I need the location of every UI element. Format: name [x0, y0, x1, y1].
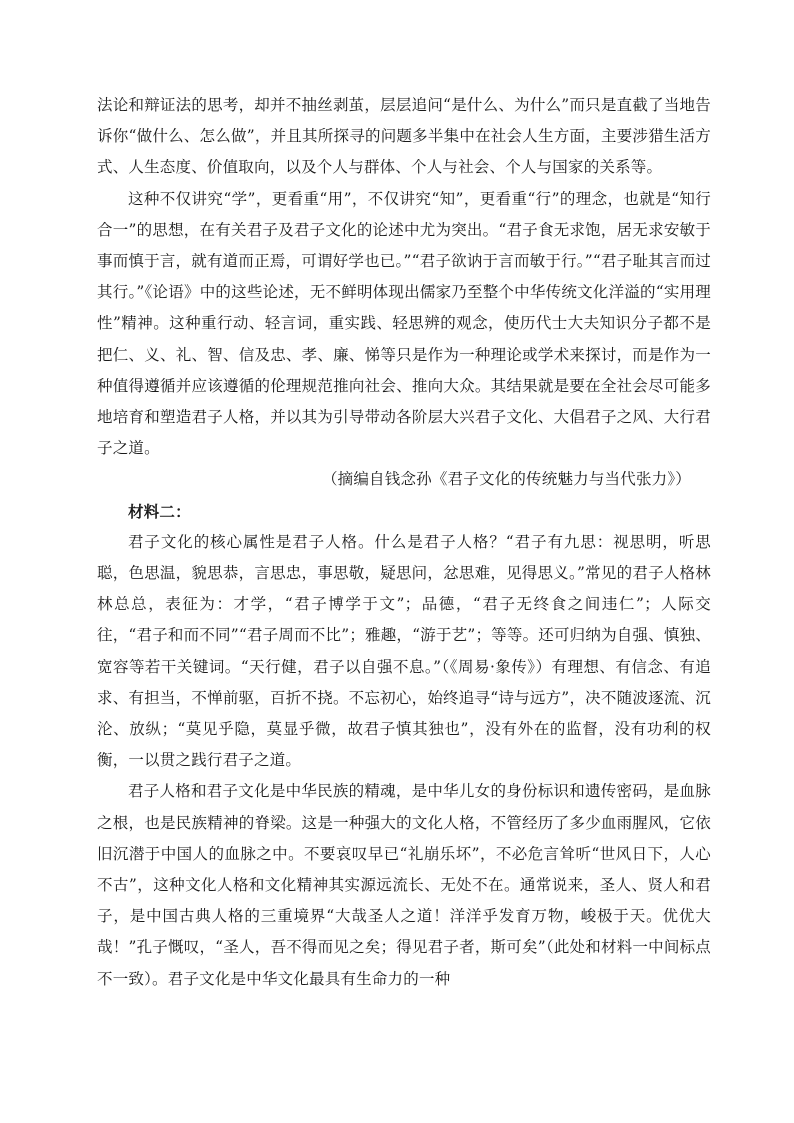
section-heading-material-two: 材料二：	[128, 501, 191, 521]
paragraph-zhixing-heyi: 这种不仅讲究“学”，更看重“用”，不仅讲究“知”，更看重“行”的理念，也就是“知行合一”的思想，在有关君子及君子文化的论述中尤为突出。“君子食无求饱，居无求安敏于事而慎于言，就有道而正焉，可谓好学也已。”“君子欲讷于言而敏于行。”“君子耻其言而过其行。”《论语》中的这些论述，无不鲜明体现出儒家乃至整个中华传统文化洋溢的“实用理性”精神。这种重行动、轻言词，重实践、轻思辨的观念，使历代士大夫知识分子都不是把仁、义、礼、智、信及忠、孝、廉、悌等只是作为一种理论或学术来探讨，而是作为一种值得遵循并应该遵循的伦理规范推向社会、推向大众。其结果就是要在全社会尽可能多地培育和塑造君子人格，并以其为引导带动各阶层大兴君子文化、大倡君子之风、大行君子之道。	[97, 189, 711, 458]
paragraph-continued: 法论和辩证法的思考，却并不抽丝剥茧，层层追问“是什么、为什么”而只是直截了当地告诉你“做什么、怎么做”，并且其所探寻的问题多半集中在社会人生方面，主要涉猎生活方式、人生态度、价值取向，以及个人与群体、个人与社会、个人与国家的关系等。	[97, 96, 711, 177]
document-page	[97, 90, 711, 995]
paragraph-junzi-renge: 君子文化的核心属性是君子人格。什么是君子人格？“君子有九思：视思明，听思聪，色思温，貌思恭，言思忠，事思敬，疑思问，忿思难，见得思义。”常见的君子人格林林总总，表征为：才学，“君子博学于文”；品德，“君子无终食之间违仁”；人际交往，“君子和而不同”“君子周而不比”；雅趣，“游于艺”；等等。还可归纳为自强、慎独、宽容等若干关键词。“天行健，君子以自强不息。”（《周易·象传》）有理想、有信念、有追求、有担当，不惮前驱，百折不挠。不忘初心，始终追寻“诗与远方”，决不随波逐流、沉沦、放纵；“莫见乎隐，莫显乎微，故君子慎其独也”，没有外在的监督，没有功利的权衡，一以贯之践行君子之道。	[97, 532, 711, 770]
source-citation: （摘编自钱念孙《君子文化的传统魅力与当代张力》）	[321, 470, 691, 489]
paragraph-minzu-jinghun: 君子人格和君子文化是中华民族的精魂，是中华儿女的身份标识和遗传密码，是血脉之根，也是民族精神的脊梁。这是一种强大的文化人格，不管经历了多少血雨腥风，它依旧沉潜于中国人的血脉之中。不要哀叹早已“礼崩乐坏”，不必危言耸听“世风日下，人心不古”，这种文化人格和文化精神其实源远流长、无处不在。通常说来，圣人、贤人和君子，是中国古典人格的三重境界“大哉圣人之道！洋洋乎发育万物，峻极于天。优优大哉！”孔子慨叹，“圣人，吾不得而见之矣；得见君子者，斯可矣”（此处和材料一中间标点不一致）。君子文化是中华文化最具有生命力的一种	[97, 782, 711, 988]
